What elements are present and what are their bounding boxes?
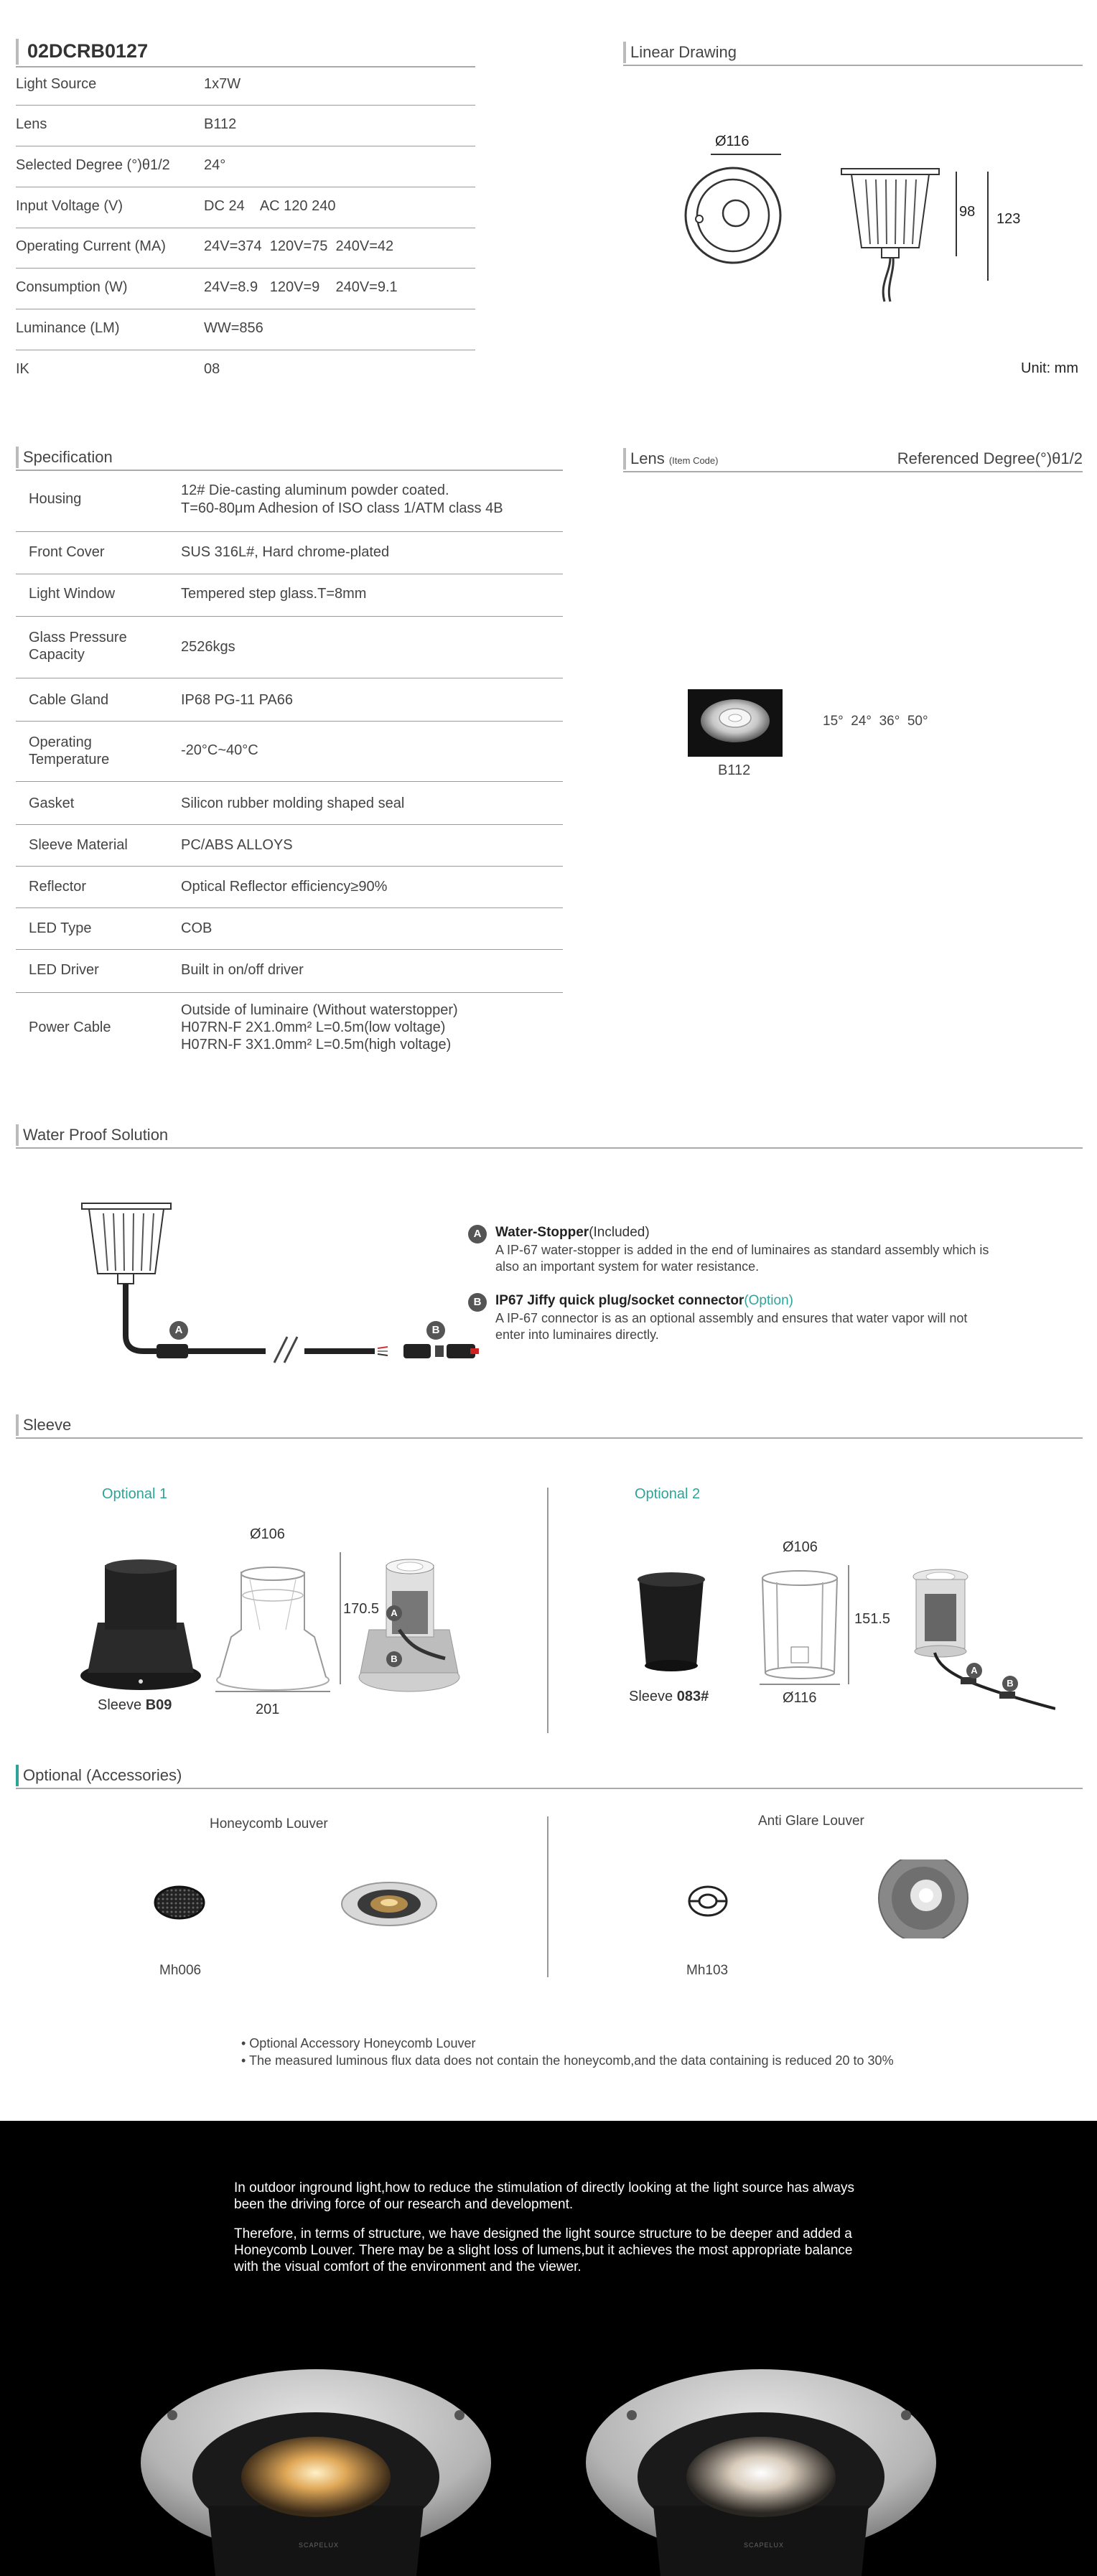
waterproof-title: Water Proof Solution [23, 1126, 169, 1144]
spec-value: T=60-80μm Adhesion of ISO class 1/ATM class 4B [181, 500, 503, 516]
spec-rule [16, 470, 563, 471]
param-label: Operating Current (MA) [16, 238, 166, 254]
antiglare-code: Mh103 [686, 1963, 729, 1978]
sleeve2-diameter: Ø106 [783, 1539, 818, 1555]
spec-accent-bar [16, 447, 19, 468]
sleeve-option1-illustration [72, 1551, 517, 1694]
sleeve1-diameter: Ø106 [250, 1526, 285, 1542]
lens-code: B112 [718, 762, 751, 778]
sleeve-option1-title: Optional 1 [102, 1486, 168, 1502]
footer-p1-line2: been the driving force of our research and development. [234, 2197, 574, 2212]
spec-label: Front Cover [29, 544, 105, 560]
waterstopper-text-line1: A IP-67 water-stopper is added in the end of luminaires as standard assembly which is [495, 1243, 989, 1257]
param-value: DC 24 AC 120 240 [204, 198, 336, 214]
param-label: Light Source [16, 76, 97, 92]
sleeve1-name-prefix: Sleeve [98, 1697, 146, 1713]
sleeve-title: Sleeve [23, 1416, 72, 1434]
row-divider [16, 992, 563, 993]
sleeve1-name [98, 1697, 172, 1714]
param-label: Selected Degree (°)θ1/2 [16, 157, 170, 173]
footer-stamp-left: SCAPELUX [299, 2542, 340, 2549]
row-divider [16, 268, 475, 269]
unit-label: Unit: mm [1021, 360, 1078, 376]
spec-label: Reflector [29, 879, 87, 895]
waterstopper-text-line2: also an important system for water resistance. [495, 1259, 760, 1274]
param-value: WW=856 [204, 320, 263, 336]
spec-label: Cable Gland [29, 692, 109, 708]
sleeve2-marker-b: B [1002, 1676, 1018, 1691]
param-value: 24V=8.9 120V=9 240V=9.1 [204, 279, 398, 295]
waterproof-rule [16, 1147, 1083, 1149]
param-label: Input Voltage (V) [16, 198, 123, 214]
spec-label: Housing [29, 491, 82, 507]
sleeve2-bottom-diameter: Ø116 [783, 1690, 817, 1706]
param-label: Consumption (W) [16, 279, 128, 295]
accessories-rule [16, 1788, 1083, 1789]
connector-title: IP67 Jiffy quick plug/socket connector [495, 1293, 744, 1308]
row-divider [16, 105, 475, 106]
footer-paragraph-2 [234, 2226, 866, 2275]
waterproof-marker-b: B [426, 1321, 445, 1340]
connector-text-line1: A IP-67 connector is as an optional assembly and ensures that water vapor will not [495, 1311, 968, 1325]
sleeve-rule [16, 1437, 1083, 1439]
spec-value: Outside of luminaire (Without waterstopper) [181, 1002, 458, 1018]
spec-value: -20°C~40°C [181, 742, 258, 758]
legend-marker-b: B [468, 1293, 487, 1312]
footer-p2-line2: Honeycomb Louver. There may be a slight loss of lumens,but it achieves the most appropriate balance [234, 2243, 853, 2258]
spec-value: H07RN-F 3X1.0mm² L=0.5m(high voltage) [181, 1037, 452, 1053]
waterstopper-heading [495, 1225, 650, 1241]
sleeve2-height: 151.5 [854, 1611, 891, 1627]
spec-label: LED Driver [29, 962, 99, 978]
sleeve2-name-prefix: Sleeve [629, 1689, 677, 1704]
lens-rule [623, 471, 1083, 472]
antiglare-illustration [675, 1859, 991, 1938]
spec-label: Operating Temperature [29, 734, 110, 767]
footer-luminaires [0, 2319, 1097, 2576]
spec-label: Gasket [29, 795, 75, 811]
sleeve-option2-title: Optional 2 [635, 1486, 701, 1502]
accessories-accent-bar [16, 1765, 19, 1786]
honeycomb-title: Honeycomb Louver [210, 1816, 328, 1831]
row-divider [16, 721, 563, 722]
sleeve1-height: 170.5 [343, 1601, 380, 1617]
param-value: 24V=374 120V=75 240V=42 [204, 238, 394, 254]
row-divider [16, 866, 563, 867]
spec-value: Built in on/off driver [181, 962, 304, 978]
legend-marker-a: A [468, 1225, 487, 1243]
sleeve2-name [629, 1689, 709, 1705]
linear-drawing-svg [675, 147, 1077, 312]
connector-text-line2: enter into luminaires directly. [495, 1327, 659, 1342]
footer-p1-line1: In outdoor inground light,how to reduce the stimulation of directly looking at the light source has always [234, 2180, 854, 2195]
footer-p2-line1: Therefore, in terms of structure, we have designed the light source structure to be deeper and added a [234, 2226, 852, 2241]
sleeve1-marker-a: A [386, 1605, 402, 1621]
lens-degree-header: Referenced Degree(°)θ1/2 [897, 449, 1083, 467]
lens-accent-bar [623, 448, 626, 470]
row-divider [16, 781, 563, 782]
accessories-title: Optional (Accessories) [23, 1766, 182, 1784]
param-value: 1x7W [204, 76, 241, 92]
row-divider [16, 949, 563, 950]
sleeve1-width: 201 [256, 1702, 280, 1717]
param-value: B112 [204, 116, 237, 132]
row-divider [16, 616, 563, 617]
lens-title-small: (Item Code) [668, 455, 719, 466]
lens-image [688, 689, 783, 757]
lens-title [630, 449, 718, 468]
spec-label: Power Cable [29, 1019, 111, 1035]
spec-value: Silicon rubber molding shaped seal [181, 795, 405, 811]
footer-paragraph-1 [234, 2180, 866, 2213]
spec-label: LED Type [29, 920, 92, 936]
sleeve2-name-code: 083# [676, 1689, 709, 1704]
param-label: IK [16, 361, 29, 377]
connector-suffix: (Option) [744, 1293, 793, 1308]
row-divider [16, 824, 563, 825]
accessory-note-1: • Optional Accessory Honeycomb Louver [241, 2036, 476, 2050]
linear-drawing-title: Linear Drawing [630, 43, 737, 61]
spec-value: 12# Die-casting aluminum powder coated. [181, 482, 449, 498]
specification-title: Specification [23, 448, 113, 466]
spec-value: PC/ABS ALLOYS [181, 837, 293, 853]
waterproof-marker-a: A [169, 1321, 188, 1340]
sleeve1-name-code: B09 [145, 1697, 172, 1713]
param-value: 08 [204, 361, 220, 377]
header-accent-bar [16, 39, 19, 65]
connector-heading [495, 1293, 793, 1309]
spec-label: Light Window [29, 586, 116, 602]
spec-value: Optical Reflector efficiency≥90% [181, 879, 388, 895]
dimension-height-body: 98 [959, 204, 976, 220]
sleeve1-marker-b: B [386, 1651, 402, 1667]
waterproof-diagram [72, 1200, 503, 1380]
honeycomb-code: Mh006 [159, 1963, 202, 1978]
accessories-divider [547, 1816, 548, 1977]
spec-value: COB [181, 920, 213, 936]
footer-stamp-right: SCAPELUX [744, 2542, 785, 2549]
header-rule [16, 66, 475, 67]
param-label: Lens [16, 116, 47, 132]
spec-value: H07RN-F 2X1.0mm² L=0.5m(low voltage) [181, 1019, 446, 1035]
honeycomb-illustration [144, 1867, 517, 1938]
spec-value: SUS 316L#, Hard chrome-plated [181, 544, 390, 560]
drawing-accent-bar [623, 42, 626, 63]
row-divider [16, 907, 563, 908]
lens-degrees: 15° 24° 36° 50° [823, 714, 928, 729]
spec-value: Tempered step glass.T=8mm [181, 586, 367, 602]
waterproof-accent-bar [16, 1124, 19, 1146]
spec-value: IP68 PG-11 PA66 [181, 692, 294, 708]
accessory-note-2: • The measured luminous flux data does not contain the honeycomb,and the data containing is reduced 20 to 30% [241, 2053, 894, 2068]
antiglare-title: Anti Glare Louver [758, 1814, 864, 1829]
spec-label: Sleeve Material [29, 837, 128, 853]
footer-p2-line3: with the visual comfort of the environment and the viewer. [234, 2259, 582, 2274]
dimension-diameter: Ø116 [715, 134, 750, 149]
param-label: Luminance (LM) [16, 320, 120, 336]
param-value: 24° [204, 157, 226, 173]
lens-title-main: Lens [630, 449, 665, 467]
spec-value: 2526kgs [181, 639, 235, 655]
sleeve-divider [547, 1488, 548, 1733]
sleeve2-marker-a: A [966, 1663, 982, 1679]
dimension-height-total: 123 [996, 211, 1021, 227]
sleeve-accent-bar [16, 1414, 19, 1436]
row-divider [16, 531, 563, 532]
spec-label: Glass Pressure Capacity [29, 630, 127, 663]
waterstopper-suffix: (Included) [589, 1225, 650, 1240]
product-code: 02DCRB0127 [27, 40, 149, 62]
drawing-rule [623, 65, 1083, 66]
waterstopper-title: Water-Stopper [495, 1225, 589, 1240]
